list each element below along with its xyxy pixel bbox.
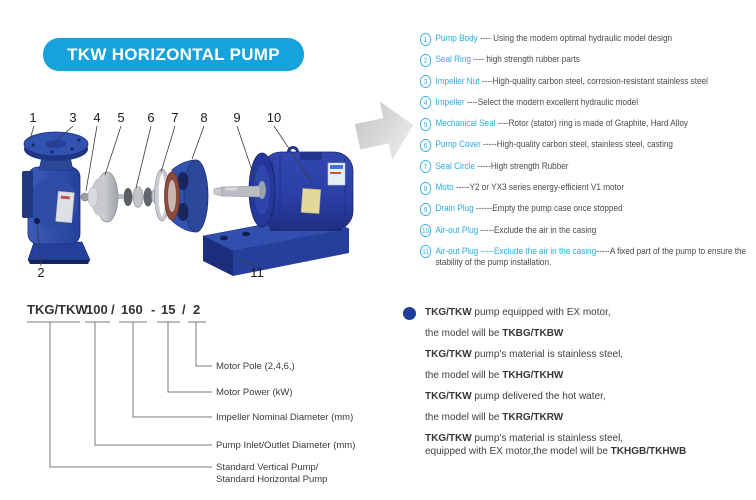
label-series-line2: Standard Horizontal Pump xyxy=(216,474,328,485)
item-number-badge: 10 xyxy=(420,224,431,237)
label-motor-pole: Motor Pole (2,4,6,) xyxy=(216,361,295,372)
part-desc: ----High-quality carbon steel, corrosion-resistant stainless steel xyxy=(479,75,708,87)
item-number-badge: 5 xyxy=(420,118,431,131)
callout-3: 3 xyxy=(69,110,77,125)
callout-9: 9 xyxy=(233,110,241,125)
callout-4: 4 xyxy=(93,110,101,125)
model-code-diagram xyxy=(20,296,400,491)
part-name: Pump Body xyxy=(435,33,478,44)
part-name: Drain Plug xyxy=(435,203,474,215)
list-item xyxy=(420,97,756,110)
part-desc: -----A fixed part of the pump to ensure the stability of the pump installation. xyxy=(435,245,747,269)
callout-8: 8 xyxy=(200,110,208,125)
callout-10: 10 xyxy=(266,110,282,125)
list-item xyxy=(420,76,756,89)
bullet-icon xyxy=(403,307,416,320)
label-impeller-dia: Impeller Nominal Diameter (mm) xyxy=(216,412,354,423)
code-inlet: 100 xyxy=(86,302,108,317)
list-item xyxy=(420,118,756,131)
part-desc: ----Select the modern excellent hydraulic model xyxy=(464,96,639,108)
part-name: Impeller xyxy=(435,96,465,108)
part-desc: -----High strength Rubber xyxy=(474,160,569,172)
callout-11: 11 xyxy=(250,265,264,280)
item-number-badge: 8 xyxy=(420,182,431,195)
list-item xyxy=(420,54,756,67)
item-number-badge: 7 xyxy=(420,160,431,173)
part-name: Air-out Plug xyxy=(435,245,479,257)
part-name: Air-out Plug xyxy=(435,224,479,236)
label-series-line1: Standard Vertical Pump/ xyxy=(216,462,319,473)
item-number-badge: 3 xyxy=(420,75,431,88)
label-inlet-dia: Pump Inlet/Outlet Diameter (mm) xyxy=(216,440,356,451)
item-number-badge: 11 xyxy=(420,245,431,258)
variant-line: the model will be TKRG/TKRW xyxy=(425,412,564,423)
code-dash: - xyxy=(151,302,156,317)
impeller-illustration xyxy=(81,172,159,222)
variant-line: the model will be TKBG/TKBW xyxy=(425,328,564,339)
part-name: Seal Ring xyxy=(435,54,471,66)
part-desc: -----Exclude the air in the casing xyxy=(478,224,597,236)
part-desc: ---- Using the modern optimal hydraulic model design xyxy=(477,33,673,44)
part-desc: -----High-quality carbon steel, stainless steel, casting xyxy=(480,139,673,151)
code-pole: 2 xyxy=(193,302,201,317)
callout-5: 5 xyxy=(117,110,125,125)
part-name-desc: -----Exclude the air in the casing xyxy=(478,245,597,257)
part-name: Seal Circle xyxy=(435,160,475,172)
item-number-badge: 4 xyxy=(420,96,431,109)
item-number-badge: 2 xyxy=(420,54,431,67)
code-slash2: / xyxy=(182,302,186,317)
code-slash1: / xyxy=(111,302,115,317)
title-banner xyxy=(43,38,304,71)
variant-line: TKG/TKW pump's material is stainless steel, xyxy=(425,349,624,360)
list-item xyxy=(420,203,756,216)
item-number-badge: 6 xyxy=(420,139,431,152)
variant-line: TKG/TKW pump delivered the hot water, xyxy=(425,391,606,402)
part-desc: ---- high strength rubber parts xyxy=(470,54,580,66)
list-item xyxy=(420,33,756,46)
list-item xyxy=(420,225,756,238)
parts-list xyxy=(420,33,756,278)
variant-line: TKG/TKW pump equipped with EX motor, xyxy=(425,307,611,318)
variants-note xyxy=(425,307,755,467)
list-item xyxy=(420,139,756,152)
part-name: Moto xyxy=(435,182,454,194)
code-impeller: 160 xyxy=(121,302,143,317)
list-item xyxy=(420,182,756,195)
list-item xyxy=(420,246,756,269)
callout-1: 1 xyxy=(29,110,37,125)
part-desc: ----Rotor (stator) ring is made of Graphite, Hard Alloy xyxy=(495,118,688,130)
item-number-badge: 9 xyxy=(420,203,431,216)
code-connector-lines xyxy=(27,322,212,467)
pump-body-illustration xyxy=(22,132,90,264)
part-name: Impeller Nut xyxy=(435,75,480,87)
part-name: Pump Cover xyxy=(435,139,481,151)
callout-2: 2 xyxy=(37,265,45,280)
list-item xyxy=(420,161,756,174)
part-desc: ------Empty the pump case once stopped xyxy=(473,203,623,215)
variant-line: the model will be TKHG/TKHW xyxy=(425,370,564,381)
variant-line: TKG/TKW pump's material is stainless steel, xyxy=(425,433,624,444)
part-name: Mechanical Seal xyxy=(435,118,496,130)
exploded-pump-diagram xyxy=(0,93,440,298)
pump-cover-illustration xyxy=(165,160,209,232)
motor-illustration xyxy=(214,148,353,232)
part-desc: -----Y2 or YX3 series energy-efficient V1 motor xyxy=(453,182,625,194)
arrow-right-icon xyxy=(351,96,419,167)
code-series: TKG/TKW xyxy=(27,302,88,317)
callout-7: 7 xyxy=(171,110,179,125)
callout-6: 6 xyxy=(147,110,155,125)
page-title: TKW HORIZONTAL PUMP xyxy=(67,44,280,64)
label-motor-power: Motor Power (kW) xyxy=(216,387,293,398)
code-power: 15 xyxy=(161,302,176,317)
variant-line: equipped with EX motor,the model will be TKHGB/TKHWB xyxy=(425,446,687,457)
item-number-badge: 1 xyxy=(420,33,431,46)
